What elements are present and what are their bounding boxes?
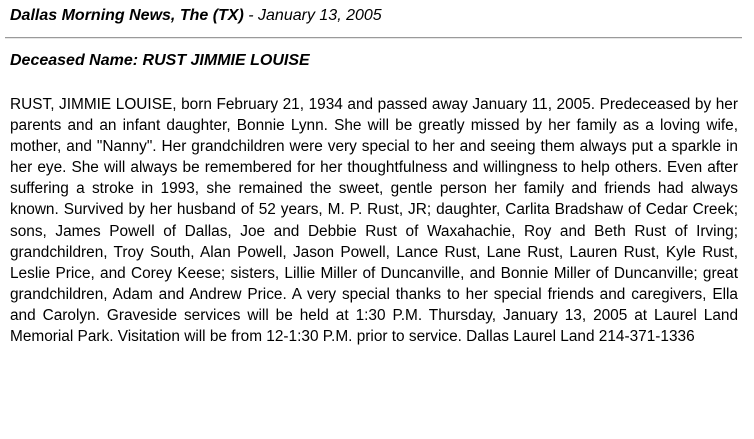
publication-source: Dallas Morning News, The (TX) [10, 7, 244, 24]
deceased-label: Deceased Name: [10, 52, 139, 69]
obituary-body: RUST, JIMMIE LOUISE, born February 21, 1934 and passed away January 11, 2005. Predeceased by her parents and an infant daughter, Bonnie Lynn. She will be greatly missed by her family as a loving wife, mother, and "Nanny". Her grandchildren were very special to her and seeing them always put a sparkle in her eye. She will always be remembered for her thoughtfulness and willingness to help others. Even after suffering a stroke in 1993, she remained the sweet, gentle person her family and friends had always known. Survived by her husband of 52 years, M. P. Rust, JR; daughter, Carlita Bradshaw of Cedar Creek; sons, James Powell of Dallas, Joe and Debbie Rust of Waxahachie, Roy and Beth Rust of Irving; grandchildren, Troy South, Alan Powell, Jason Powell, Lance Rust, Lane Rust, Lauren Rust, Kyle Rust, Leslie Price, and Corey Keese; sisters, Lillie Miller of Duncanville, and Bonnie Miller of Duncanville; great grandchildren, Adam and Andrew Price. A very special thanks to her special friends and caregivers, Ella and Carolyn. Graveside services will be held at 1:30 P.M. Thursday, January 13, 2005 at Laurel Land Memorial Park. Visitation will be from 12-1:30 P.M. prior to service. Dallas Laurel Land 214-371-1336 [10, 96, 738, 346]
publication-date: January 13, 2005 [258, 7, 382, 24]
publication-header [10, 6, 382, 26]
header-divider [5, 37, 742, 39]
deceased-name: RUST JIMMIE LOUISE [142, 52, 310, 69]
deceased-heading [10, 51, 310, 71]
header-separator: - [243, 7, 259, 24]
